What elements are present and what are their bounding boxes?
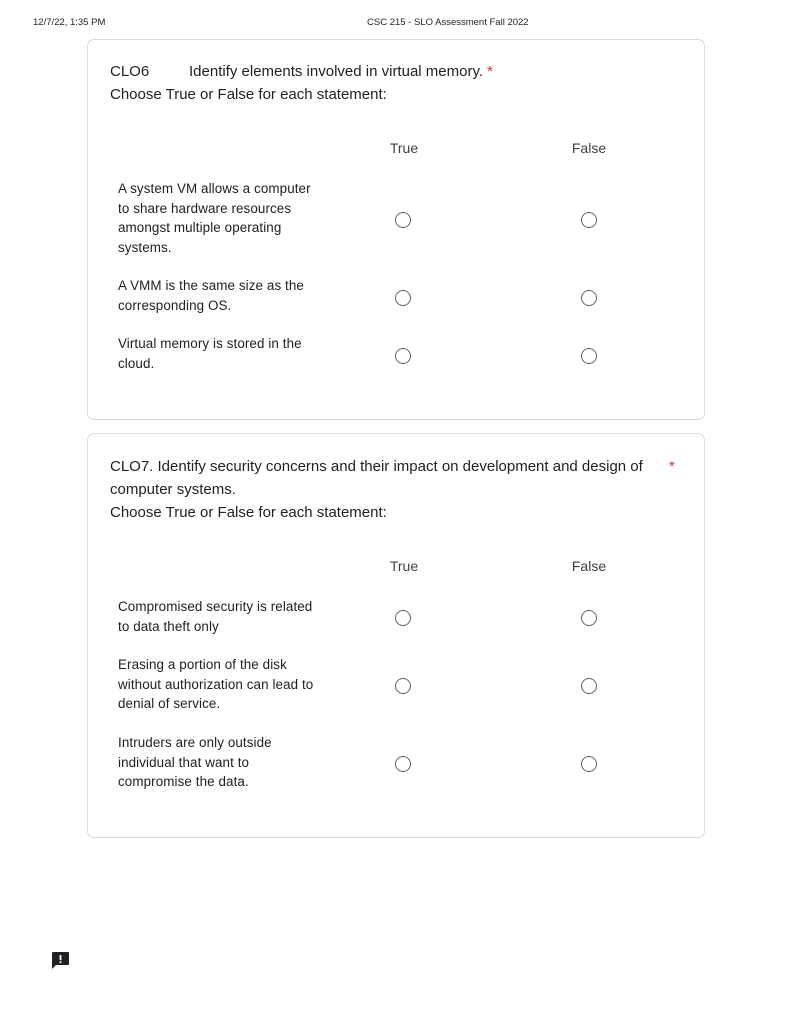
radio-true[interactable] [395,348,411,364]
column-header-true: True [389,558,419,574]
radio-true[interactable] [395,756,411,772]
radio-true[interactable] [395,290,411,306]
column-header-false: False [571,140,607,156]
question-title [110,455,680,501]
grid-row-label: Intruders are only outside individual that want to compromise the data. [118,735,272,789]
radio-true[interactable] [395,610,411,626]
column-header-false: False [571,558,607,574]
question-subtitle: Choose True or False for each statement: [110,86,387,103]
radio-true[interactable] [395,212,411,228]
radio-false[interactable] [581,756,597,772]
radio-true[interactable] [395,678,411,694]
grid-row-label: Virtual memory is stored in the cloud. [118,336,302,371]
question-code: CLO6 [110,63,150,80]
grid-row-label: A system VM allows a computer to share hardware resources amongst multiple operating systems. [118,181,311,255]
question-text: CLO7. Identify security concerns and their impact on development and design of computer systems. [110,458,643,498]
radio-false[interactable] [581,678,597,694]
grid-row-label: Compromised security is related to data theft only [118,599,313,634]
question-subtitle: Choose True or False for each statement: [110,504,387,521]
grid-row-label: A VMM is the same size as the corresponding OS. [118,278,304,313]
question-card-clo7 [87,433,705,838]
radio-false[interactable] [581,348,597,364]
grid-row-label: Erasing a portion of the disk without authorization can lead to denial of service. [118,657,314,711]
radio-false[interactable] [581,610,597,626]
question-text: Identify elements involved in virtual memory. [189,63,484,80]
feedback-icon[interactable] [51,951,70,970]
radio-false[interactable] [581,290,597,306]
print-header [0,17,791,31]
feedback-icon-svg [51,951,70,970]
required-asterisk: * [669,458,675,475]
column-header-true: True [389,140,419,156]
print-datetime: 12/7/22, 1:35 PM [33,17,106,28]
required-asterisk: * [487,63,493,80]
print-doc-title: CSC 215 - SLO Assessment Fall 2022 [367,17,529,28]
question-title [110,60,680,83]
radio-false[interactable] [581,212,597,228]
question-card-clo6 [87,39,705,420]
